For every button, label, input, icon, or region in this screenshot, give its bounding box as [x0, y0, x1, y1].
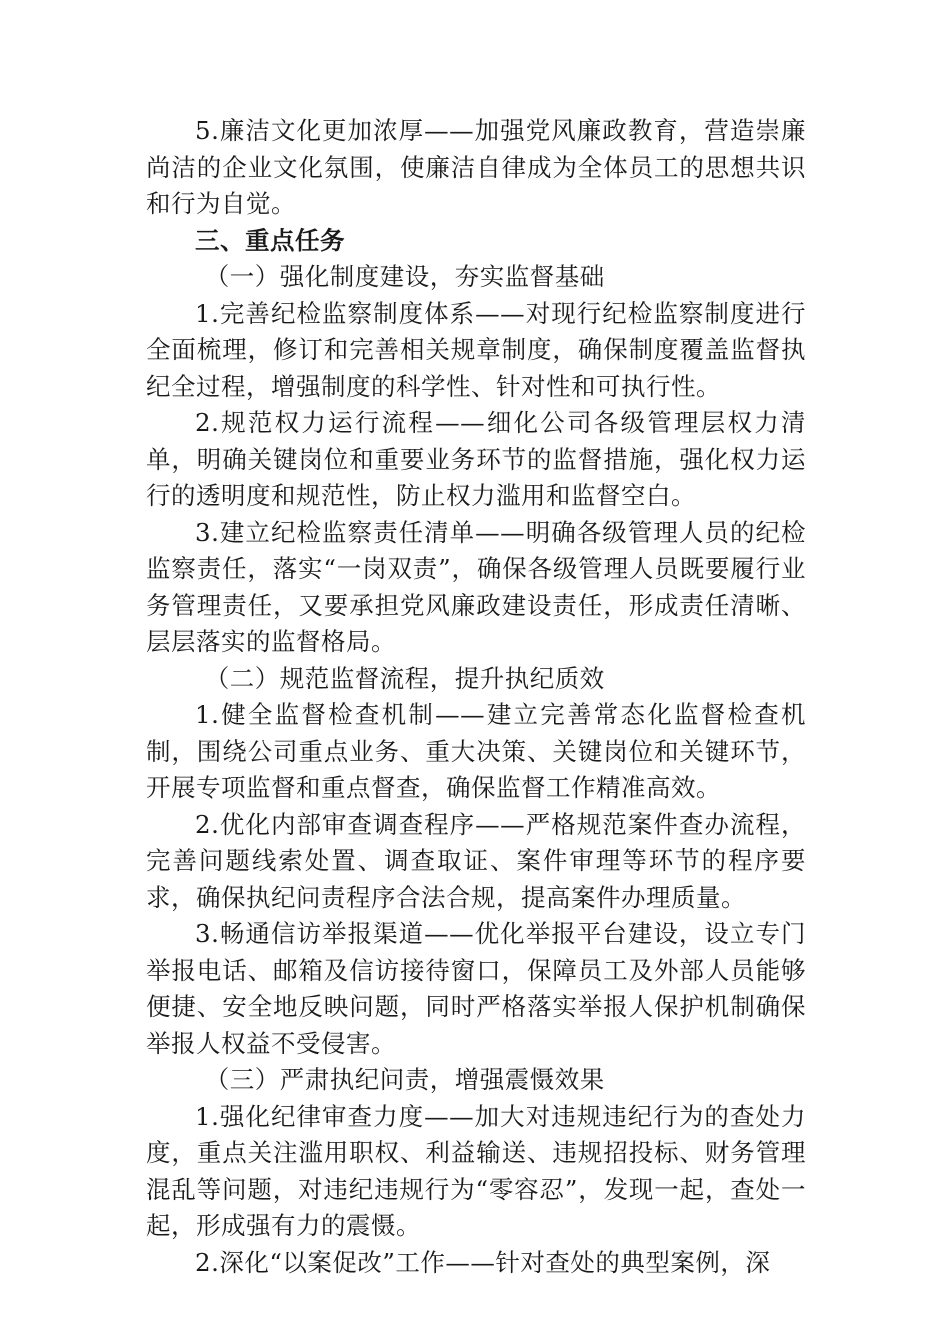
subsection-heading-2: （二）规范监督流程，提升执纪质效	[204, 663, 605, 693]
paragraph-sub3-item-1: 1.强化纪律审查力度——加大对违规违纪行为的查处力度，重点关注滥用职权、利益输送、违规招投标、财务管理混乱等问题，对违纪违规行为“零容忍”，发现一起，查处一起，形成强有力的震慑。	[146, 1101, 806, 1240]
document-body	[146, 113, 806, 1281]
subsection-heading-3: （三）严肃执纪问责，增强震慑效果	[204, 1065, 605, 1094]
paragraph-sub2-item-1: 1.健全监督检查机制——建立完善常态化监督检查机制，围绕公司重点业务、重大决策、关键岗位和关键环节，开展专项监督和重点督查，确保监督工作精准高效。	[146, 700, 806, 802]
paragraph-sub1-item-2: 2.规范权力运行流程——细化公司各级管理层权力清单，明确关键岗位和重要业务环节的监督措施，强化权力运行的透明度和规范性，防止权力滥用和监督空白。	[146, 408, 806, 510]
paragraph-sub2-item-3: 3.畅通信访举报渠道——优化举报平台建设，设立专门举报电话、邮箱及信访接待窗口，保障员工及外部人员能够便捷、安全地反映问题，同时严格落实举报人保护机制确保举报人权益不受侵害。	[146, 919, 806, 1058]
paragraph-sub1-item-3: 3.建立纪检监察责任清单——明确各级管理人员的纪检监察责任，落实“一岗双责”，确保各级管理人员既要履行业务管理责任，又要承担党风廉政建设责任，形成责任清晰、层层落实的监督格局。	[146, 517, 806, 656]
paragraph-sub1-item-1: 1.完善纪检监察制度体系——对现行纪检监察制度进行全面梳理，修订和完善相关规章制度，确保制度覆盖监督执纪全过程，增强制度的科学性、针对性和可执行性。	[146, 298, 806, 401]
paragraph-sub3-item-2: 2.深化“以案促改”工作——针对查处的典型案例，深	[195, 1247, 771, 1277]
paragraph-sub2-item-2: 2.优化内部审查调查程序——严格规范案件查办流程，完善问题线索处置、调查取证、案件审理等环节的程序要求，确保执纪问责程序合法合规，提高案件办理质量。	[146, 809, 806, 912]
subsection-heading-1: （一）强化制度建设，夯实监督基础	[204, 262, 605, 291]
section-heading-key-tasks: 三、重点任务	[195, 225, 345, 255]
paragraph-intro-item-5: 5.廉洁文化更加浓厚——加强党风廉政教育，营造崇廉尚洁的企业文化氛围，使廉洁自律成为全体员工的思想共识和行为自觉。	[146, 116, 806, 218]
